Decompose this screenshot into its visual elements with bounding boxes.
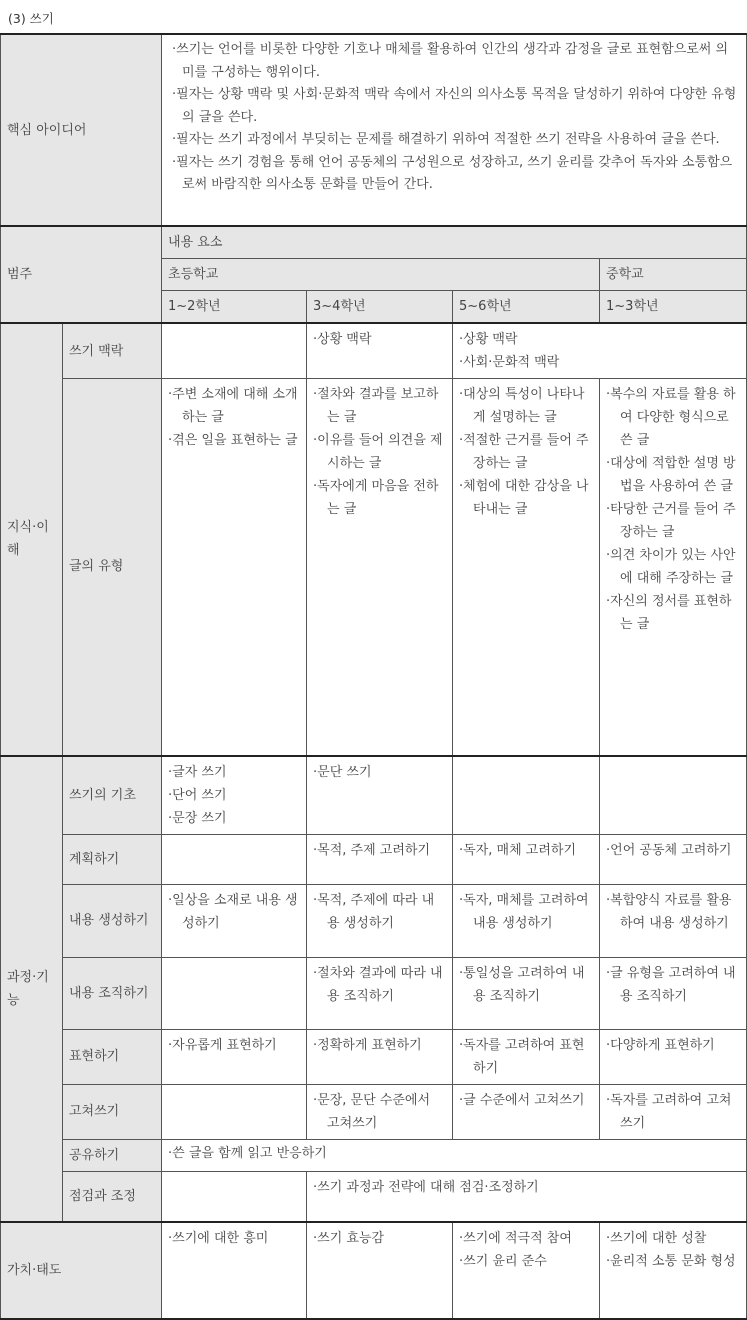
content-item: ·이유를 들어 의견을 제시하는 글 (313, 433, 443, 471)
core-idea-item: ·필자는 쓰기 경험을 통해 언어 공동체의 구성원으로 성장하고, 쓰기 윤리를 갖추어 독자와 소통함으로써 바람직한 의사소통 문화를 만들어 간다. (172, 154, 733, 192)
content-item: ·글 유형을 고려하여 내용 조직하기 (606, 965, 736, 1004)
content-item: ·목적, 주제에 따라 내용 생성하기 (313, 892, 435, 931)
generate-g56 (453, 884, 600, 957)
content-item: ·쓰기에 대한 흥미 (168, 1231, 269, 1246)
content-item: ·쓰기 효능감 (313, 1231, 385, 1246)
check-row (1, 1171, 747, 1222)
express-g56 (453, 1029, 600, 1084)
knowledge-label: 지식·이해 (1, 323, 63, 756)
content-item: ·독자를 고려하여 고쳐쓰기 (606, 1092, 732, 1131)
value-label: 가치·태도 (1, 1222, 162, 1319)
content-item: ·쓰기 윤리 준수 (459, 1254, 547, 1269)
revise-m13 (600, 1084, 747, 1139)
content-item: ·독자에게 마음을 전하는 글 (313, 479, 439, 517)
content-item: ·복수의 자료를 활용 하여 다양한 형식으로 쓴 글 (606, 387, 736, 448)
types-row (1, 379, 747, 756)
curriculum-table (0, 33, 747, 1320)
category-header: 범주 (1, 226, 162, 323)
generate-label: 내용 생성하기 (63, 884, 162, 957)
core-idea-item: ·필자는 상황 맥락 및 사회·문화적 맥락 속에서 자신의 의사소통 목적을 달성하기 위하여 다양한 유형의 글을 쓴다. (172, 87, 737, 125)
grade-header: 1~3학년 (600, 291, 747, 324)
plan-label: 계획하기 (63, 834, 162, 884)
organize-row (1, 957, 747, 1029)
core-idea-item: ·쓰기는 언어를 비롯한 다양한 기호나 매체를 활용하여 인간의 생각과 감정을 글로 표현함으로써 의미를 구성하는 행위이다. (172, 42, 729, 80)
express-label: 표현하기 (63, 1029, 162, 1084)
basics-g12 (162, 756, 307, 835)
core-idea-content (162, 34, 747, 226)
content-item: ·주변 소재에 대해 소개하는 글 (168, 387, 298, 425)
share-content (162, 1139, 747, 1171)
revise-g56 (453, 1084, 600, 1139)
value-g12 (162, 1222, 307, 1319)
types-m13 (600, 379, 747, 756)
generate-m13 (600, 884, 747, 957)
types-g34 (307, 379, 453, 756)
revise-g12 (162, 1084, 307, 1139)
plan-g34 (307, 834, 453, 884)
content-item: ·겪은 일을 표현하는 글 (168, 433, 298, 448)
middle-header: 중학교 (600, 259, 747, 291)
content-item: ·문장, 문단 수준에서 고쳐쓰기 (313, 1092, 431, 1131)
plan-row (1, 834, 747, 884)
content-item: ·자유롭게 표현하기 (168, 1037, 277, 1053)
grade-header: 1~2학년 (162, 291, 307, 324)
plan-m13 (600, 834, 747, 884)
grade-header: 5~6학년 (453, 291, 600, 324)
content-item: ·일상을 소재로 내용 생성하기 (168, 892, 298, 931)
content-item: ·절차와 결과를 보고하는 글 (313, 387, 439, 425)
check-label: 점검과 조정 (63, 1171, 162, 1222)
share-row (1, 1139, 747, 1171)
context-g12 (162, 323, 307, 379)
core-idea-label: 핵심 아이디어 (1, 34, 162, 226)
express-row (1, 1029, 747, 1084)
content-item: ·쓰기 과정과 전략에 대해 점검·조정하기 (313, 1179, 539, 1195)
types-label: 글의 유형 (63, 379, 162, 756)
context-label: 쓰기 맥락 (63, 323, 162, 379)
content-item: ·통일성을 고려하여 내용 조직하기 (459, 965, 585, 1004)
generate-g34 (307, 884, 453, 957)
basics-g34 (307, 756, 453, 835)
basics-row (1, 756, 747, 835)
basics-label: 쓰기의 기초 (63, 756, 162, 835)
content-item: ·상황 맥락 (459, 332, 518, 347)
content-item: ·쓰기에 적극적 참여 (459, 1231, 572, 1246)
organize-g12 (162, 957, 307, 1029)
basics-m13 (600, 756, 747, 835)
organize-label: 내용 조직하기 (63, 957, 162, 1029)
content-item: ·글자 쓰기 (168, 764, 227, 780)
context-g34 (307, 323, 453, 379)
express-m13 (600, 1029, 747, 1084)
content-item: ·문장 쓰기 (168, 810, 227, 826)
plan-g56 (453, 834, 600, 884)
types-g56 (453, 379, 600, 756)
express-g12 (162, 1029, 307, 1084)
content-item: ·타당한 근거를 들어 주장하는 글 (606, 502, 736, 540)
content-item: ·다양하게 표현하기 (606, 1037, 715, 1053)
content-item: ·독자, 매체 고려하기 (459, 842, 577, 858)
content-item: ·사회·문화적 맥락 (459, 355, 560, 370)
basics-g56 (453, 756, 600, 835)
section-title: (3) 쓰기 (8, 11, 54, 26)
content-item: ·윤리적 소통 문화 형성 (606, 1254, 736, 1269)
value-g56 (453, 1222, 600, 1319)
content-item: ·상황 맥락 (313, 332, 372, 347)
organize-g56 (453, 957, 600, 1029)
organize-m13 (600, 957, 747, 1029)
revise-row (1, 1084, 747, 1139)
elementary-header: 초등학교 (162, 259, 600, 291)
content-item: ·대상에 적합한 설명 방법을 사용하여 쓴 글 (606, 456, 736, 494)
value-g34 (307, 1222, 453, 1319)
revise-label: 고쳐쓰기 (63, 1084, 162, 1139)
content-item: ·언어 공동체 고려하기 (606, 842, 732, 858)
content-item: ·글 수준에서 고쳐쓰기 (459, 1092, 585, 1108)
header-row (1, 226, 747, 259)
check-g12 (162, 1171, 307, 1222)
content-item: ·독자, 매체를 고려하여 내용 생성하기 (459, 892, 589, 931)
generate-row (1, 884, 747, 957)
share-label: 공유하기 (63, 1139, 162, 1171)
content-item: ·체험에 대한 감상을 나타내는 글 (459, 479, 589, 517)
content-item: ·의견 차이가 있는 사안에 대해 주장하는 글 (606, 548, 736, 586)
process-label: 과정·기능 (1, 756, 63, 1223)
core-idea-row (1, 34, 747, 226)
content-item: ·자신의 정서를 표현하는 글 (606, 594, 732, 632)
value-m13 (600, 1222, 747, 1319)
types-g12 (162, 379, 307, 756)
generate-g12 (162, 884, 307, 957)
content-item: ·정확하게 표현하기 (313, 1037, 422, 1053)
plan-g12 (162, 834, 307, 884)
context-row (1, 323, 747, 379)
content-item: ·목적, 주제 고려하기 (313, 842, 431, 858)
content-item: ·적절한 근거를 들어 주장하는 글 (459, 433, 589, 471)
value-row (1, 1222, 747, 1319)
content-item: ·문단 쓰기 (313, 764, 372, 780)
content-item: ·대상의 특성이 나타나게 설명하는 글 (459, 387, 585, 425)
content-item: ·절차와 결과에 따라 내용 조직하기 (313, 965, 443, 1004)
content-item: ·단어 쓰기 (168, 787, 227, 803)
content-item: ·쓴 글을 함께 읽고 반응하기 (168, 1145, 327, 1161)
express-g34 (307, 1029, 453, 1084)
content-item: ·쓰기에 대한 성찰 (606, 1231, 707, 1246)
content-item: ·독자를 고려하여 표현하기 (459, 1037, 585, 1076)
revise-g34 (307, 1084, 453, 1139)
grade-header: 3~4학년 (307, 291, 453, 324)
context-g56 (453, 323, 747, 379)
check-content (307, 1171, 747, 1222)
core-idea-item: ·필자는 쓰기 과정에서 부딪히는 문제를 해결하기 위하여 적절한 쓰기 전략을 사용하여 글을 쓴다. (172, 132, 720, 147)
organize-g34 (307, 957, 453, 1029)
content-item: ·복합양식 자료를 활용하여 내용 생성하기 (606, 892, 732, 931)
content-header: 내용 요소 (162, 226, 747, 259)
